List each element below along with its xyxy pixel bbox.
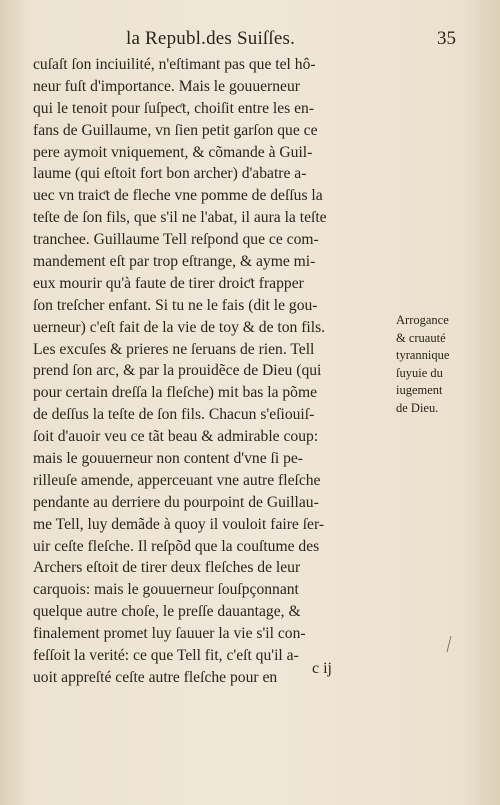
margin-note [396, 312, 484, 417]
text-line: pere aymoit vniquement, & cõmande à Guil- [33, 143, 313, 161]
running-head: la Republ.des Suiſſes. [126, 28, 296, 49]
text-line: tranchee. Guillaume Tell reſpond que ce com- [33, 231, 319, 249]
body-text [33, 54, 393, 689]
text-line: rilleuſe amende, apperceuant vne autre fleſche [33, 471, 321, 489]
text-line: Archers eſtoit de tirer deux fleſches de leur [33, 559, 301, 577]
text-line: uoit appreſté ceſte autre fleſche pour en [33, 668, 278, 686]
signature-mark: c ij [312, 660, 332, 677]
margin-note-line: ſuyuie du [396, 365, 443, 380]
text-line: carquois: mais le gouuerneur ſouſpçonnant [33, 581, 299, 599]
text-line: me Tell, luy demãde à quoy il vouloit faire ſer- [33, 515, 325, 533]
page-number: 35 [437, 28, 456, 49]
text-line: teſte de ſon fils, que s'il ne l'abat, il aura la teſte [33, 209, 327, 227]
margin-note-line: iugement [396, 383, 443, 397]
text-line: neur fuſt d'importance. Mais le gouuerneur [33, 77, 300, 95]
text-line: ſon treſcher enfant. Si tu ne le fais (dit le gou- [33, 296, 318, 314]
text-line: uir ceſte fleſche. Il reſpõd que la couſtume des [33, 537, 320, 555]
page-header [126, 28, 456, 52]
text-line: eux mourir qu'à faute de tirer droiƈt frapper [33, 274, 304, 292]
text-line: cuſaſt ſon inciuilité, n'eſtimant pas que tel hô- [33, 56, 316, 73]
text-line: pendante au derriere du pourpoint de Guillau- [33, 493, 319, 511]
text-line: de deſſus la teſte de ſon fils. Chacun s'eſiouiſ- [33, 406, 315, 424]
text-line: mandement eſt par trop eſtrange, & ayme mi- [33, 253, 316, 271]
text-line: mais le gouuerneur non content d'vne ſi pe- [33, 450, 303, 468]
text-line: uerneur) c'eſt fait de la vie de toy & de ton fils. [33, 318, 326, 336]
text-line: Les excuſes & prieres ne ſeruans de rien. Tell [33, 340, 315, 358]
text-line: prend ſon arc, & par la prouidẽce de Dieu (qui [33, 362, 322, 380]
text-line: finalement promet luy ſauuer la vie s'il con- [33, 625, 306, 643]
text-line: uec vn traiƈt de fleche vne pomme de deſſus la [33, 187, 323, 205]
pen-stroke-mark [446, 636, 452, 652]
margin-note-line: de Dieu. [396, 400, 439, 415]
text-line: feſſoit la verité: ce que Tell fit, c'eſt qu'il a- [33, 647, 299, 665]
margin-note-line: & cruauté [396, 330, 446, 345]
text-line: fans de Guillaume, vn ſien petit garſon que ce [33, 121, 318, 139]
margin-note-line: tyrannique [396, 348, 450, 362]
text-line: ſoit d'auoir veu ce tãt beau & admirable coup: [33, 428, 319, 446]
text-line: laume (qui eſtoit fort bon archer) d'abatre a- [33, 165, 307, 183]
text-line: qui le tenoit pour ſuſpeƈt, choiſit entre les en- [33, 99, 315, 117]
text-line: quelque autre choſe, le preſſe dauantage, & [33, 603, 301, 621]
text-line: pour certain dreſſa la fleſche) mit bas la põme [33, 384, 318, 402]
margin-note-line: Arrogance [396, 313, 449, 327]
